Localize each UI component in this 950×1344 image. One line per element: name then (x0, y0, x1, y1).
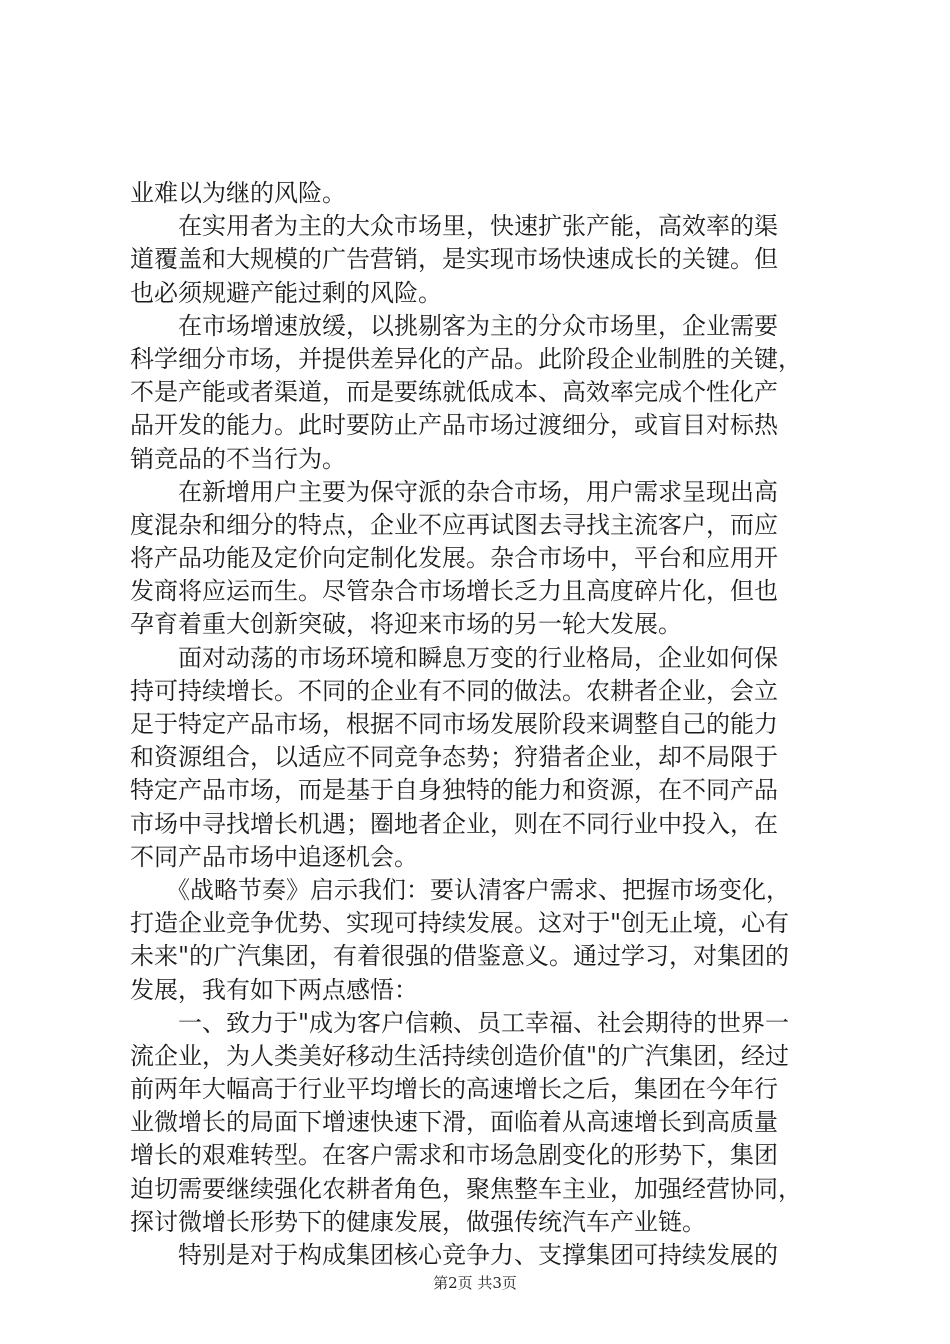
text-line: 不同产品市场中追逐机会。 (130, 842, 418, 871)
text-line: 增长的艰难转型。在客户需求和市场急剧变化的形势下，集团 (130, 1141, 778, 1170)
text-line: 前两年大幅高于行业平均增长的高速增长之后，集团在今年行 (130, 1075, 778, 1104)
text-line: 未来"的广汽集团，有着很强的借鉴意义。通过学习，对集团的 (130, 942, 790, 971)
text-line: 足于特定产品市场，根据不同市场发展阶段来调整自己的能力 (130, 710, 778, 738)
text-line: 发展，我有如下两点感悟： (130, 975, 418, 1004)
text-line: 业微增长的局面下增速快速下滑，面临着从高速增长到高质量 (130, 1108, 778, 1137)
text-line: 销竞品的不当行为。 (130, 444, 346, 473)
document-body (130, 177, 830, 1272)
text-line: 业难以为继的风险。 (130, 179, 346, 207)
page-number-footer: 第2页 共3页 (433, 1274, 517, 1292)
text-line: 道覆盖和大规模的广告营销，是实现市场快速成长的关键。但 (130, 245, 778, 274)
text-line: 特别是对于构成集团核心竞争力、支撑集团可持续发展的 (130, 1241, 778, 1269)
text-line: 面对动荡的市场环境和瞬息万变的行业格局，企业如何保 (130, 643, 778, 672)
text-line: 也必须规避产能过剩的风险。 (130, 278, 442, 307)
text-line: 特定产品市场，而是基于自身独特的能力和资源，在不同产品 (130, 776, 778, 805)
text-line: 发商将应运而生。尽管杂合市场增长乏力且高度碎片化，但也 (130, 577, 778, 606)
text-line: 在实用者为主的大众市场里，快速扩张产能，高效率的渠 (130, 212, 778, 241)
text-line: 打造企业竞争优势、实现可持续发展。这对于"创无止境，心有 (130, 909, 790, 938)
text-line: 《战略节奏》启示我们：要认清客户需求、把握市场变化， (130, 875, 790, 904)
text-line: 持可持续增长。不同的企业有不同的做法。农耕者企业，会立 (130, 676, 778, 705)
text-line: 在新增用户主要为保守派的杂合市场，用户需求呈现出高 (130, 477, 778, 506)
text-line: 迫切需要继续强化农耕者角色，聚焦整车主业，加强经营协同， (130, 1174, 802, 1203)
text-line: 市场中寻找增长机遇；圈地者企业，则在不同行业中投入，在 (130, 809, 778, 838)
text-line: 探讨微增长形势下的健康发展，做强传统汽车产业链。 (130, 1207, 706, 1236)
text-line: 度混杂和细分的特点，企业不应再试图去寻找主流客户，而应 (130, 510, 778, 539)
text-line: 流企业，为人类美好移动生活持续创造价值"的广汽集团，经过 (130, 1041, 790, 1070)
text-line: 在市场增速放缓，以挑剔客为主的分众市场里，企业需要 (130, 311, 778, 340)
text-line: 不是产能或者渠道，而是要练就低成本、高效率完成个性化产 (130, 378, 778, 407)
text-line: 科学细分市场，并提供差异化的产品。此阶段企业制胜的关键， (130, 344, 802, 373)
text-line: 品开发的能力。此时要防止产品市场过渡细分，或盲目对标热 (130, 411, 778, 440)
text-line: 将产品功能及定价向定制化发展。杂合市场中，平台和应用开 (130, 544, 778, 573)
text-line: 孕育着重大创新突破，将迎来市场的另一轮大发展。 (130, 610, 682, 639)
text-line: 和资源组合，以适应不同竞争态势；狩猎者企业，却不局限于 (130, 743, 778, 772)
text-line: 一、致力于"成为客户信赖、员工幸福、社会期待的世界一 (130, 1008, 790, 1037)
